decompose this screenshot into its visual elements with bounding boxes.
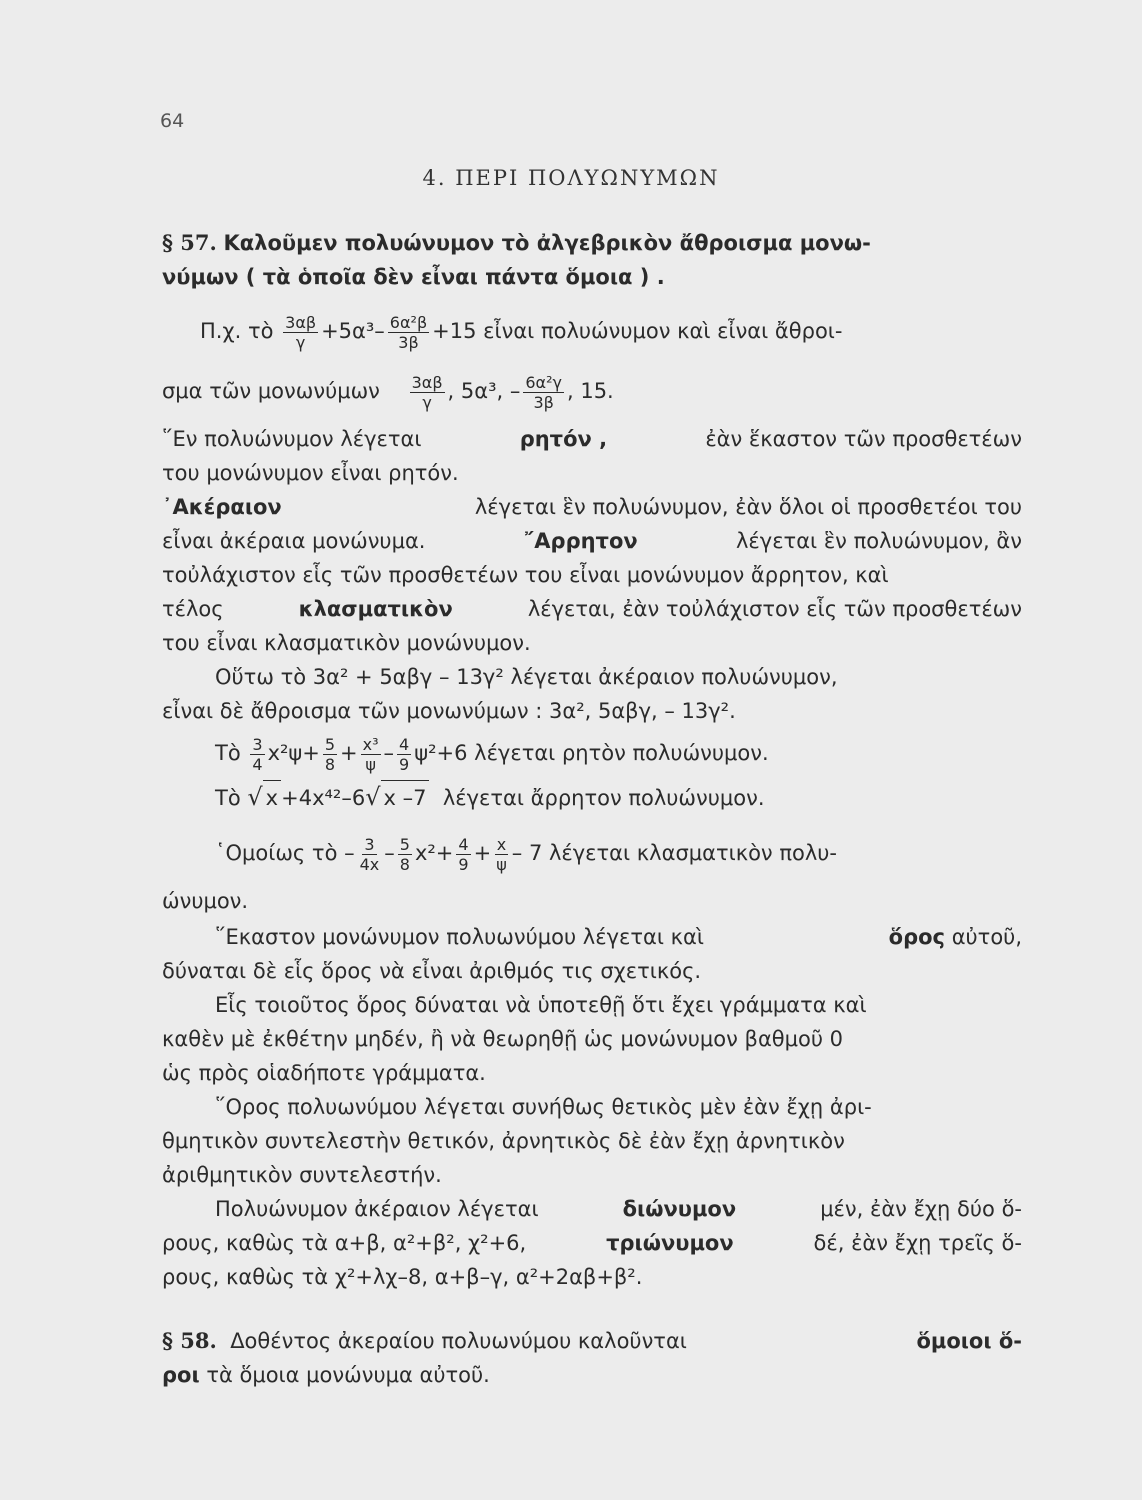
term-text-a: ῞Εκαστον μονώνυμον πολυωνύμου λέγεται καὶ: [215, 925, 704, 949]
term-trinomial: τριώνυμον: [606, 1231, 734, 1255]
s57-definition-text-2: νύμων ( τὰ ὁποῖα δὲν εἶναι πάντα ὅμοια ) .: [162, 265, 665, 289]
irrational-example-prefix: Τὸ: [215, 786, 241, 810]
irrational-text-b: λέγεται ἓν πολυώνυμον, ἂν: [736, 529, 1022, 553]
fractional-term-2: x²+: [414, 841, 454, 865]
s58-line-1: [162, 1324, 1022, 1358]
integer-text: λέγεται ἓν πολυώνυμον, ἐὰν ὅλοι οἱ προσθετέοι του: [474, 495, 1022, 519]
paragraph-2-line-1: Εἷς τοιοῦτος ὅρος δύναται νὰ ὑποτεθῇ ὅτι ἔχει γράμματα καὶ: [215, 993, 867, 1017]
fraction-3ab-over-g: [410, 373, 445, 412]
irrational-definition-line-2: τοὐλάχιστον εἷς τῶν προσθετέων του εἶναι μονώνυμον ἄρρητον, καὶ: [162, 563, 889, 587]
fractional-term-3: +: [473, 841, 492, 865]
paragraph-2-line-3: ὡς πρὸς οἱαδήποτε γράμματα.: [162, 1061, 486, 1085]
fraction-x3-over-psi: [361, 735, 381, 774]
irrational-example: [215, 780, 1022, 815]
rational-term-1: x²ψ+: [267, 741, 320, 765]
irrational-middle: +4x⁴²–6: [281, 786, 366, 810]
fraction-x-over-psi: [494, 835, 509, 874]
rational-text-b: ἐὰν ἕκαστον τῶν προσθετέων: [705, 427, 1022, 451]
fraction-numerator: 5: [399, 834, 410, 854]
monomials-prefix: σμα τῶν μονωνύμων: [162, 379, 380, 403]
radicand: x: [263, 780, 281, 815]
term-paragraph-line-1: [215, 920, 1022, 954]
trinomial-line-1: [162, 1226, 1022, 1260]
term-irrational: ῎Αρρητον: [523, 529, 638, 553]
example-prefix: Π.χ. τὸ: [200, 319, 274, 343]
fraction-denominator: ψ: [365, 754, 376, 774]
s57-definition-text: Καλοῦμεν πολυώνυμον τὸ ἀλγεβρικὸν ἄθροισμα μονω-: [223, 231, 871, 255]
fraction-6a2g-over-3b: [523, 373, 564, 412]
s57-definition-line-2: [162, 260, 1022, 294]
radical-sign: √: [365, 783, 381, 811]
term-fractional: κλασματικὸν: [298, 597, 453, 621]
fraction-numerator: x: [496, 834, 507, 854]
rational-example-prefix: Τὸ: [215, 741, 241, 765]
term-rational: ρητόν ,: [519, 427, 608, 451]
rational-example: [215, 730, 1022, 776]
fraction-denominator: γ: [422, 392, 432, 412]
term-similar: ὅμοιοι ὅ-: [916, 1329, 1022, 1353]
fraction-denominator: 4x: [359, 854, 380, 874]
fractional-example-suffix: – 7 λέγεται κλασματικὸν πολυ-: [511, 841, 837, 865]
s58-line-2: [162, 1358, 1022, 1392]
rational-term-3: –: [383, 741, 395, 765]
irrational-definition-line-1: [162, 524, 1022, 558]
fraction-denominator: γ: [295, 332, 306, 352]
term-horos: ὅρος: [888, 925, 945, 949]
fractional-definition-line-2: του εἶναι κλασματικὸν μονώνυμον.: [162, 631, 531, 655]
fractional-term-1: –: [384, 841, 395, 865]
section-mark-57: § 57.: [162, 230, 217, 255]
fraction-denominator: ψ: [496, 854, 507, 874]
paragraph-2-line-2: καθὲν μὲ ἐκθέτην μηδέν, ἢ νὰ θεωρηθῇ ὡς μονώνυμον βαθμοῦ 0: [162, 1027, 844, 1051]
fraction-numerator: 4: [458, 834, 469, 854]
fraction-denominator: 8: [399, 854, 410, 874]
term-integer: ᾿Ακέραιον: [162, 495, 282, 519]
term-similar-end: ροι: [162, 1363, 200, 1387]
monomials-line: [162, 366, 1022, 416]
fraction-numerator: 3: [252, 734, 263, 754]
rational-definition-line-1: [162, 422, 1022, 456]
example-middle: +5α³–: [321, 319, 385, 343]
integer-example-line-2: εἶναι δὲ ἄθροισμα τῶν μονωνύμων : 3α², 5αβγ, – 13γ².: [162, 699, 736, 723]
trinomial-text-b: δέ, ἐὰν ἔχῃ τρεῖς ὅ-: [813, 1231, 1022, 1255]
page-number: 64: [160, 110, 185, 132]
binomial-text-b: μέν, ἐὰν ἔχῃ δύο ὅ-: [820, 1197, 1022, 1221]
fraction-denominator: 3β: [533, 392, 554, 412]
fraction-denominator: 8: [324, 754, 336, 774]
trinomial-text-a: ρους, καθὼς τὰ α+β, α²+β², χ²+6,: [162, 1231, 527, 1255]
fraction-numerator: x³: [362, 734, 379, 754]
term-text-b: αὐτοῦ,: [951, 925, 1022, 949]
monomials-middle: , 5α³, –: [447, 379, 521, 403]
integer-definition-line: [162, 490, 1022, 524]
fraction-numerator: 5: [324, 734, 336, 754]
binomial-line: [215, 1192, 1022, 1226]
irrational-example-suffix: λέγεται ἄρρητον πολυώνυμον.: [442, 786, 765, 810]
fraction-5-over-8: [323, 735, 337, 774]
fraction-4-over-9: [397, 735, 411, 774]
radical-sign: √: [247, 783, 263, 811]
fraction-denominator: 9: [399, 754, 410, 774]
rational-term-2: +: [340, 741, 358, 765]
rational-example-suffix: ψ²+6 λέγεται ρητὸν πολυώνυμον.: [414, 741, 769, 765]
fraction-6a2b-over-3b: [388, 313, 429, 352]
fraction-denominator: 4: [252, 754, 263, 774]
fraction-3-over-4: [250, 735, 264, 774]
radicand: x –7: [381, 780, 430, 815]
fraction-4-over-9: [456, 835, 470, 874]
fraction-numerator: 6α²β: [389, 312, 428, 332]
s58-text-a: Δοθέντος ἀκεραίου πολυωνύμου καλοῦνται: [230, 1329, 687, 1353]
paragraph-3-line-1: ῞Ορος πολυωνύμου λέγεται συνήθως θετικὸς μὲν ἐὰν ἔχῃ ἀρι-: [215, 1095, 872, 1119]
fraction-5-over-8: [398, 835, 412, 874]
fraction-3ab-over-g: [283, 313, 318, 352]
monomials-suffix: , 15.: [566, 379, 614, 403]
paragraph-3-line-3: ἀριθμητικὸν συντελεστήν.: [162, 1163, 442, 1187]
fraction-numerator: 3: [364, 834, 375, 854]
fractional-example-prefix: ῾Ομοίως τὸ –: [215, 841, 355, 865]
fraction-denominator: 9: [458, 854, 469, 874]
s58-text-b: τὰ ὅμοια μονώνυμα αὐτοῦ.: [206, 1363, 490, 1387]
fractional-example-line-2: ώνυμον.: [162, 889, 249, 913]
integer-example-line-1: Οὕτω τὸ 3α² + 5αβγ – 13γ² λέγεται ἀκέραιον πολυώνυμον,: [215, 665, 838, 689]
fractional-example: [215, 830, 1022, 876]
example-polynomial: [200, 306, 1022, 356]
fraction-numerator: 4: [399, 734, 410, 754]
s57-definition-line-1: [162, 226, 1022, 260]
irrational-text-a: εἶναι ἀκέραια μονώνυμα.: [162, 529, 426, 553]
binomial-text-a: Πολυώνυμον ἀκέραιον λέγεται: [215, 1197, 539, 1221]
fraction-numerator: 3αβ: [285, 312, 317, 332]
fractional-text-a: τέλος: [162, 597, 224, 621]
fraction-numerator: 3αβ: [411, 372, 443, 392]
fractional-text-b: λέγεται, ἐὰν τοὐλάχιστον εἷς τῶν προσθετέων: [527, 597, 1022, 621]
fraction-numerator: 6α²γ: [525, 372, 562, 392]
term-paragraph-line-2: δύναται δὲ εἷς ὅρος νὰ εἶναι ἀριθμός τις σχετικός.: [162, 959, 702, 983]
fraction-3-over-4x: [358, 835, 382, 874]
term-binomial: διώνυμον: [622, 1197, 737, 1221]
trinomial-line-2: ρους, καθὼς τὰ χ²+λχ–8, α+β–γ, α²+2αβ+β².: [162, 1265, 643, 1289]
rational-text-a: ῞Εν πολυώνυμον λέγεται: [162, 427, 422, 451]
paragraph-3-line-2: θμητικὸν συντελεστὴν θετικόν, ἀρνητικὸς δὲ ἐὰν ἔχῃ ἀρνητικὸν: [162, 1129, 845, 1153]
fractional-definition-line-1: [162, 592, 1022, 626]
fraction-denominator: 3β: [398, 332, 419, 352]
example-suffix: +15 εἶναι πολυώνυμον καὶ εἶναι ἄθροι-: [432, 319, 843, 343]
rational-definition-line-2: του μονώνυμον εἶναι ρητόν.: [162, 461, 459, 485]
chapter-heading: 4. ΠΕΡΙ ΠΟΛΥΩΝΥΜΩΝ: [422, 166, 720, 190]
section-mark-58: § 58.: [162, 1328, 217, 1353]
